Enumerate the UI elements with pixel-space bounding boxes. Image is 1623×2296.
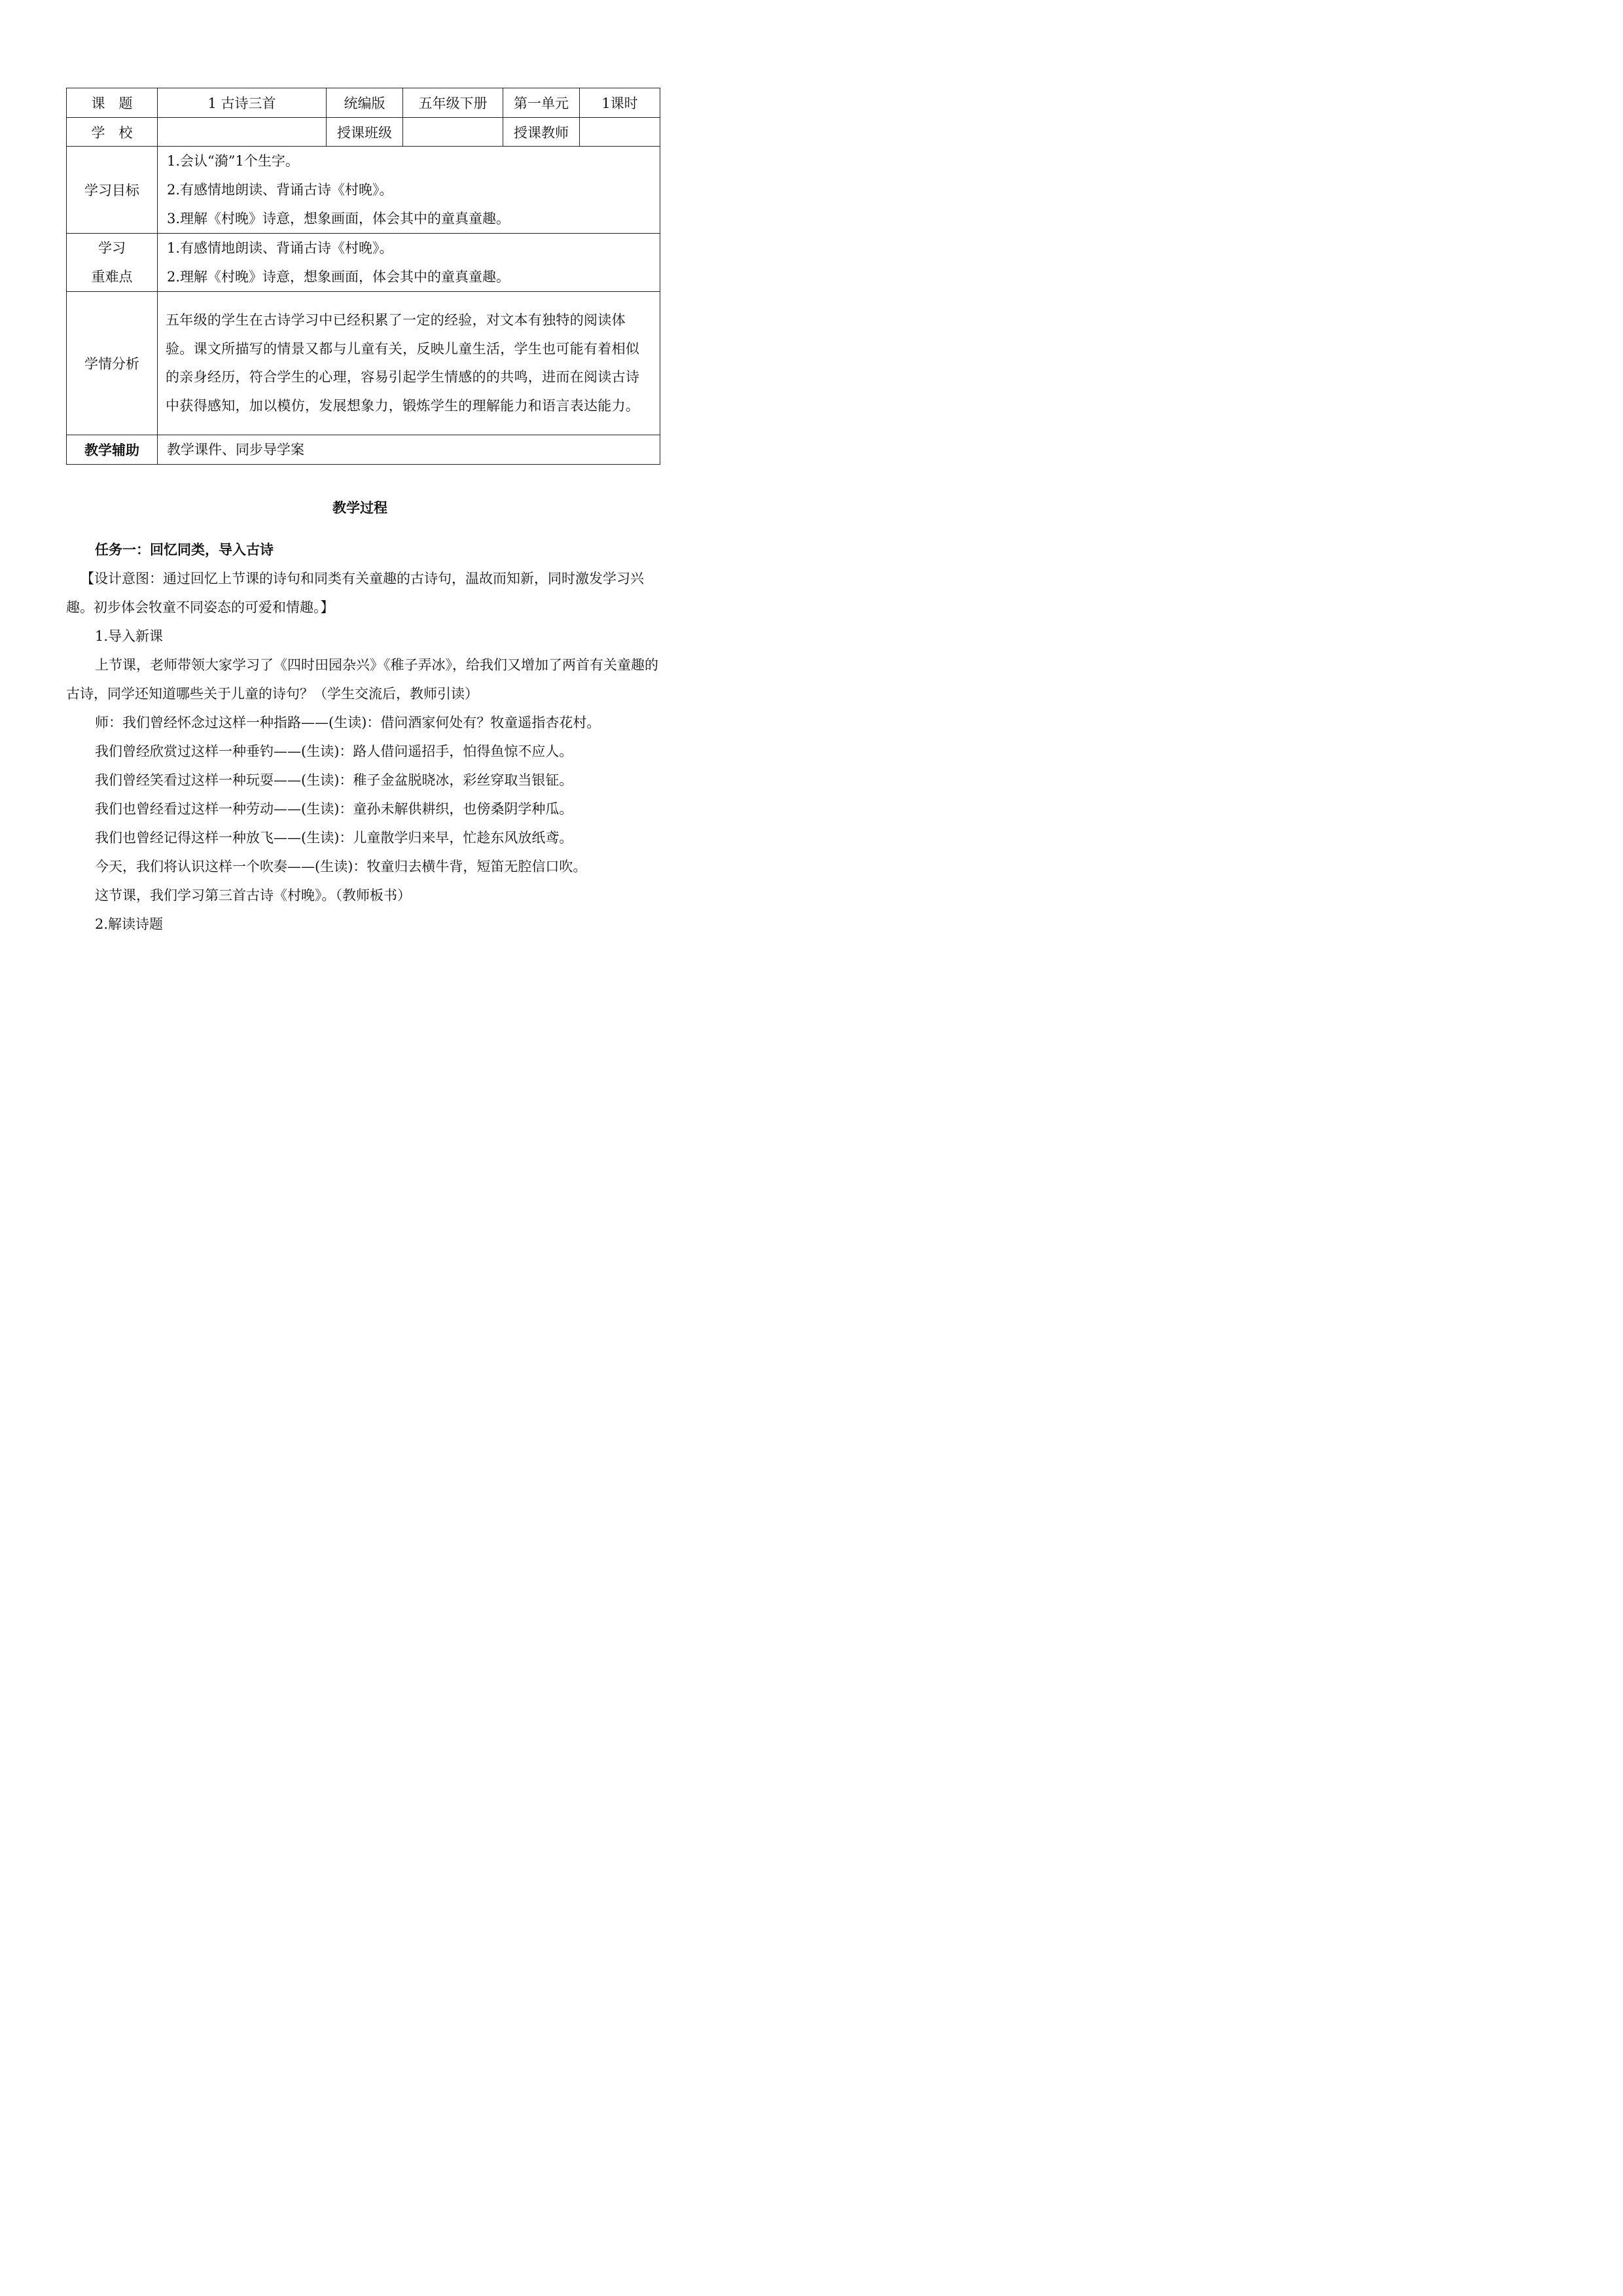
step-heading: 2.解读诗题	[95, 916, 164, 932]
class-value	[403, 118, 503, 147]
key-points-label-line2: 重难点	[91, 269, 133, 285]
key-point-item: 1.有感情地朗读、背诵古诗《村晚》。	[167, 240, 393, 256]
dialogue-line: 我们也曾经记得这样一种放飞——(生读)：儿童散学归来早，忙趁东风放纸鸢。	[95, 830, 573, 846]
task-heading: 任务一：回忆同类，导入古诗	[95, 541, 274, 558]
grade-cell: 五年级下册	[403, 88, 503, 118]
key-points-label-line1: 学习	[98, 240, 126, 256]
class-label: 授课班级	[327, 118, 403, 147]
topic-label: 课 题	[67, 88, 158, 118]
school-value	[158, 118, 327, 147]
analysis-content: 五年级的学生在古诗学习中已经积累了一定的经验，对文本有独特的阅读体验。课文所描写的情景又都与儿童有关，反映儿童生活，学生也可能有着相似的亲身经历，符合学生的心理，容易引起学生情感的的共鸣，进而在阅读古诗中获得感知，加以模仿，发展想象力，锻炼学生的理解能力和语言表达能力。	[158, 292, 660, 435]
dialogue-line: 我们曾经笑看过这样一种玩耍——(生读)：稚子金盆脱晓冰，彩丝穿取当银钲。	[95, 772, 573, 788]
objectives-label: 学习目标	[67, 147, 158, 234]
table-row	[67, 292, 660, 435]
teacher-label: 授课教师	[503, 118, 580, 147]
table-row	[67, 147, 660, 234]
key-points-label	[67, 234, 158, 292]
aids-value: 教学课件、同步导学案	[158, 435, 660, 465]
key-points-content	[158, 234, 660, 292]
hours-cell: 1课时	[580, 88, 660, 118]
key-point-item: 2.理解《村晚》诗意，想象画面，体会其中的童真童趣。	[167, 269, 510, 285]
edition-cell: 统编版	[327, 88, 403, 118]
step-intro: 上节课，老师带领大家学习了《四时田园杂兴》《稚子弄冰》，给我们又增加了两首有关童趣的古诗，同学还知道哪些关于儿童的诗句？（学生交流后，教师引读）	[66, 657, 658, 702]
table-row	[67, 118, 660, 147]
school-label: 学 校	[67, 118, 158, 147]
step-heading: 1.导入新课	[95, 628, 164, 644]
dialogue-line: 我们也曾经看过这样一种劳动——(生读)：童孙未解供耕织，也傍桑阴学种瓜。	[95, 801, 573, 817]
topic-value: 1 古诗三首	[158, 88, 327, 118]
table-row	[67, 435, 660, 465]
dialogue-line: 今天，我们将认识这样一个吹奏——(生读)：牧童归去横牛背，短笛无腔信口吹。	[95, 859, 587, 874]
section-title: 教学过程	[332, 499, 387, 516]
objectives-content	[158, 147, 660, 234]
dialogue-line: 师：我们曾经怀念过这样一种指路——(生读)：借问酒家何处有？牧童遥指杏花村。	[95, 715, 601, 730]
objective-item: 2.有感情地朗读、背诵古诗《村晚》。	[167, 182, 393, 198]
dialogue-line: 这节课，我们学习第三首古诗《村晚》。（教师板书）	[95, 888, 411, 903]
unit-cell: 第一单元	[503, 88, 580, 118]
objective-item: 1.会认“漪”1个生字。	[167, 153, 299, 169]
objective-item: 3.理解《村晚》诗意，想象画面，体会其中的童真童趣。	[167, 211, 510, 226]
teacher-value	[580, 118, 660, 147]
design-intent: 【设计意图：通过回忆上节课的诗句和同类有关童趣的古诗句，温故而知新，同时激发学习兴趣。初步体会牧童不同姿态的可爱和情趣。】	[66, 571, 644, 615]
table-row	[67, 234, 660, 292]
lesson-info-table	[66, 88, 660, 465]
dialogue-line: 我们曾经欣赏过这样一种垂钓——(生读)：路人借问遥招手，怕得鱼惊不应人。	[95, 744, 573, 759]
analysis-label: 学情分析	[67, 292, 158, 435]
table-row	[67, 88, 660, 118]
aids-label: 教学辅助	[67, 435, 158, 465]
teaching-process	[66, 535, 660, 939]
